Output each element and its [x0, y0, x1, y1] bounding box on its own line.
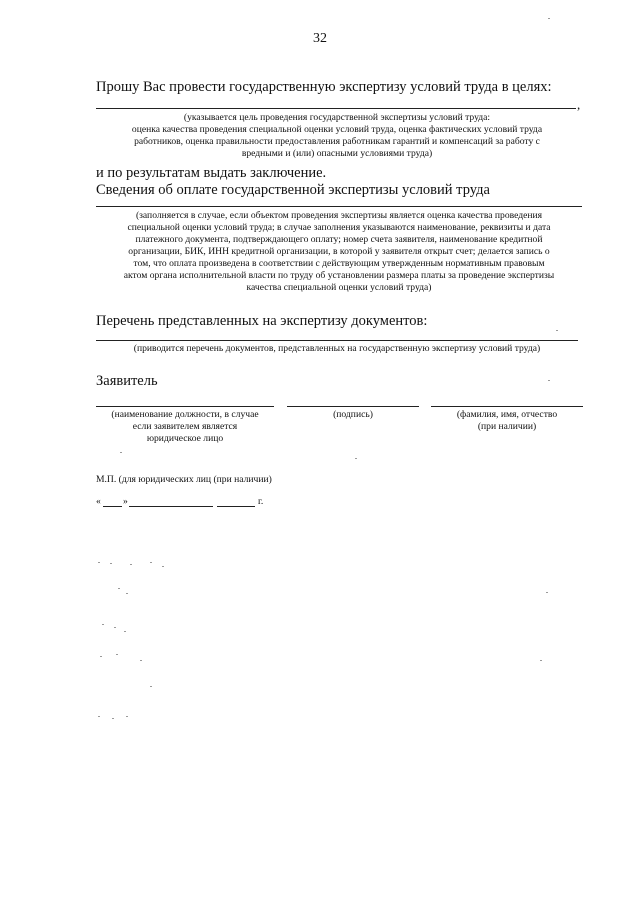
scan-speck [114, 627, 116, 628]
scan-speck [546, 592, 548, 593]
scan-speck [118, 588, 120, 589]
purpose-hint-line: вредными и (или) опасными условиями труда) [241, 148, 433, 159]
name-caption-line: (при наличии) [477, 421, 537, 432]
scan-speck [130, 564, 132, 565]
scan-speck [112, 718, 114, 719]
purpose-hint [96, 112, 578, 160]
payment-hint [96, 210, 582, 294]
date-month-line [129, 506, 213, 507]
name-caption-line: (фамилия, имя, отчество [456, 409, 558, 420]
payment-hint-line: платежного документа, подтверждающего оплату; номер счета заявителя, наименование кредитной [135, 234, 543, 245]
date-open-quote: « [96, 496, 101, 507]
scan-speck [150, 686, 152, 687]
scan-speck [124, 631, 126, 632]
conclusion-text: и по результатам выдать заключение. [96, 165, 327, 181]
scan-speck [540, 660, 542, 661]
name-caption [431, 409, 583, 433]
scan-speck [100, 656, 102, 657]
payment-hint-line: (заполняется в случае, если объектом проведения экспертизы является оценка качества проведения [135, 210, 543, 221]
scan-speck [140, 660, 142, 661]
signature-caption: (подпись) [333, 409, 373, 420]
date-year-line [217, 506, 255, 507]
scan-speck [556, 330, 558, 331]
scan-speck [162, 566, 164, 567]
payment-hint-line: качества специальной оценки условий труда) [246, 282, 432, 293]
scan-speck [116, 654, 118, 655]
position-caption-line: (наименование должности, в случае [111, 409, 259, 420]
name-fill-line [431, 406, 583, 407]
documents-fill-line [96, 340, 578, 341]
payment-heading: Сведения об оплате государственной экспертизы условий труда [96, 182, 490, 198]
payment-hint-line: актом органа исполнительной власти по труду об установлении размера платы за проведение экспертизы [123, 270, 555, 281]
position-caption-line: если заявителем является [132, 421, 238, 432]
scan-speck [98, 716, 100, 717]
date-day-line [103, 506, 122, 507]
applicant-heading: Заявитель [96, 373, 158, 389]
scan-speck [150, 562, 152, 563]
scan-speck [126, 716, 128, 717]
payment-hint-line: том, что оплата произведена в соответствии с действующим утвержденным нормативным правовым [133, 258, 545, 269]
trailing-comma: , [577, 97, 581, 112]
signature-fill-line [287, 406, 419, 407]
purpose-hint-line: (указывается цель проведения государственной экспертизы условий труда: [183, 112, 491, 123]
page-number: 32 [313, 31, 327, 46]
position-caption-line: юридическое лицо [146, 433, 224, 444]
scan-speck [548, 380, 550, 381]
scan-speck [126, 593, 128, 594]
position-caption [96, 409, 274, 445]
scan-speck [98, 562, 100, 563]
scan-speck [355, 458, 357, 459]
documents-hint: (приводится перечень документов, представленных на государственную экспертизу условий труда) [133, 343, 541, 354]
scan-speck [110, 563, 112, 564]
purpose-hint-line: оценка качества проведения специальной оценки условий труда, оценка фактических условий труда [131, 124, 543, 135]
payment-hint-line: специальной оценки условий труда; в случае заполнения указываются наименование, реквизиты и дата [127, 222, 551, 233]
stamp-note: М.П. (для юридических лиц (при наличии) [96, 474, 272, 485]
payment-fill-line [96, 206, 582, 207]
purpose-fill-line [96, 108, 576, 109]
payment-hint-line: организации, БИК, ИНН кредитной организации, в которой у заявителя открыт счет; делается запись о [128, 246, 550, 257]
scan-speck [548, 18, 550, 19]
scan-speck [120, 452, 122, 453]
scan-speck [102, 624, 104, 625]
position-fill-line [96, 406, 274, 407]
documents-heading: Перечень представленных на экспертизу документов: [96, 313, 428, 329]
request-heading: Прошу Вас провести государственную экспертизу условий труда в целях: [96, 79, 552, 95]
date-year-suffix: г. [258, 496, 264, 507]
purpose-hint-line: работников, оценка правильности предоставления работникам гарантий и компенсаций за работу с [134, 136, 540, 147]
date-close-quote: » [123, 496, 128, 507]
